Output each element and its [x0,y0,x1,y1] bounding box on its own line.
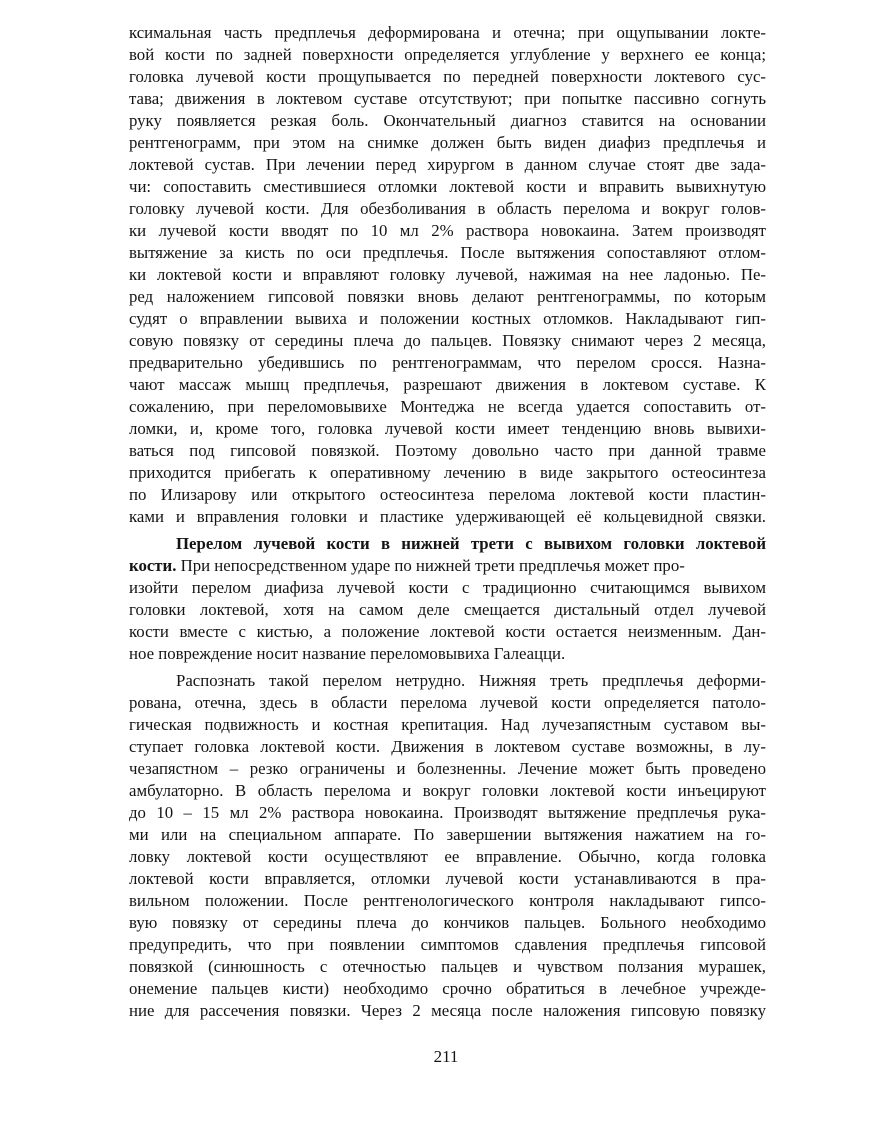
paragraph-first-line: Распознать такой перелом нетрудно. Нижняя треть предплечья деформи- [176,671,766,690]
text-line: ваться под гипсовой повязкой. Поэтому довольно часто при данной травме [129,441,766,460]
text-line: вой кости по задней поверхности определяется углубление у верхнего ее конца; [129,45,766,64]
text-line: ние для рассечения повязки. Через 2 месяца после наложения гипсовую повязку [129,1001,766,1020]
text-line: вую повязку от середины плеча до кончиков пальцев. Больного необходимо [129,913,766,932]
text-line: совую повязку от середины плеча до пальцев. Повязку снимают через 2 месяца, [129,331,766,350]
text-line: тава; движения в локтевом суставе отсутствуют; при попытке пассивно согнуть [129,89,766,108]
text-line: приходится прибегать к оперативному лечению в виде закрытого остеосинтеза [129,463,766,482]
text-line: ломки, и, кроме того, головка лучевой кости имеет тенденцию вновь вывихи- [129,419,766,438]
text-line: ками и вправления головки и пластике удерживающей её кольцевидной связки. [129,507,766,526]
text-line: головку лучевой кости. Для обезболивания в область перелома и вокруг голов- [129,199,766,218]
text-line: чезапястном – резко ограничены и болезненны. Лечение может быть проведено [129,759,766,778]
paragraph-text: При непосредственном ударе по нижней трети предплечья может про- [176,556,685,575]
text-line: вильном положении. После рентгенологического контроля накладывают гипсо- [129,891,766,910]
text-line: судят о вправлении вывиха и положении костных отломков. Накладывают гип- [129,309,766,328]
text-line: рована, отечна, здесь в области перелома лучевой кости определяется патоло- [129,693,766,712]
text-line: ми или на специальном аппарате. По завершении вытяжения нажатием на го- [129,825,766,844]
text-line: изойти перелом диафиза лучевой кости с традиционно считающимся вывихом [129,578,766,597]
text-line: локтевой сустав. При лечении перед хирургом в данном случае стоят две зада- [129,155,766,174]
text-line: онемение пальцев кисти) необходимо срочно обратиться в лечебное учрежде- [129,979,766,998]
text-line: локтевой кости вправляется, отломки лучевой кости устанавливаются в пра- [129,869,766,888]
text-line: до 10 – 15 мл 2% раствора новокаина. Производят вытяжение предплечья рука- [129,803,766,822]
text-line: ное повреждение носит название переломовывиха Галеацци. [129,644,566,663]
text-line: головки локтевой, хотя на самом деле смещается дистальный отдел лучевой [129,600,766,619]
text-line: чают массаж мышц предплечья, разрешают движения в локтевом суставе. К [129,375,766,394]
text-line: кости вместе с кистью, а положение локтевой кости остается неизменным. Дан- [129,622,766,641]
text-line: предупредить, что при появлении симптомов сдавления предплечья гипсовой [129,935,766,954]
text-line: предварительно убедившись по рентгенограммам, что перелом сросся. Назна- [129,353,766,372]
heading-continuation-line [129,555,766,577]
text-line: ксимальная часть предплечья деформирована и отечна; при ощупывании локте- [129,23,766,42]
text-line: амбулаторно. В область перелома и вокруг головки локтевой кости инъецируют [129,781,766,800]
section-heading: Перелом лучевой кости в нижней трети с вывихом головки локтевой [176,534,766,553]
text-line: головка лучевой кости прощупывается по передней поверхности локтевого сус- [129,67,766,86]
section-heading-end: кости. [129,556,177,575]
text-line: сожалению, при переломовывихе Монтеджа не всегда удается сопоставить от- [129,397,766,416]
text-line: ловку локтевой кости осуществляют ее вправление. Обычно, когда головка [129,847,766,866]
text-line: вытяжение за кисть по оси предплечья. После вытяжения сопоставляют отлом- [129,243,766,262]
text-line: гическая подвижность и костная крепитация. Над лучезапястным суставом вы- [129,715,766,734]
page-number: 211 [433,1047,459,1066]
text-line: по Илизарову или открытого остеосинтеза перелома локтевой кости пластин- [129,485,766,504]
text-line: ки лучевой кости вводят по 10 мл 2% раствора новокаина. Затем производят [129,221,766,240]
text-line: рентгенограмм, при этом на снимке должен быть виден диафиз предплечья и [129,133,766,152]
text-line: повязкой (синюшность с отечностью пальцев и чувством ползания мурашек, [129,957,766,976]
text-line: ки локтевой кости и вправляют головку лучевой, нажимая на нее ладонью. Пе- [129,265,766,284]
text-line: ред наложением гипсовой повязки вновь делают рентгенограммы, по которым [129,287,766,306]
text-line: руку появляется резкая боль. Окончательный диагноз ставится на основании [129,111,766,130]
text-line: ступает головка локтевой кости. Движения в локтевом суставе возможны, в лу- [129,737,766,756]
text-line: чи: сопоставить сместившиеся отломки локтевой кости и вправить вывихнутую [129,177,766,196]
